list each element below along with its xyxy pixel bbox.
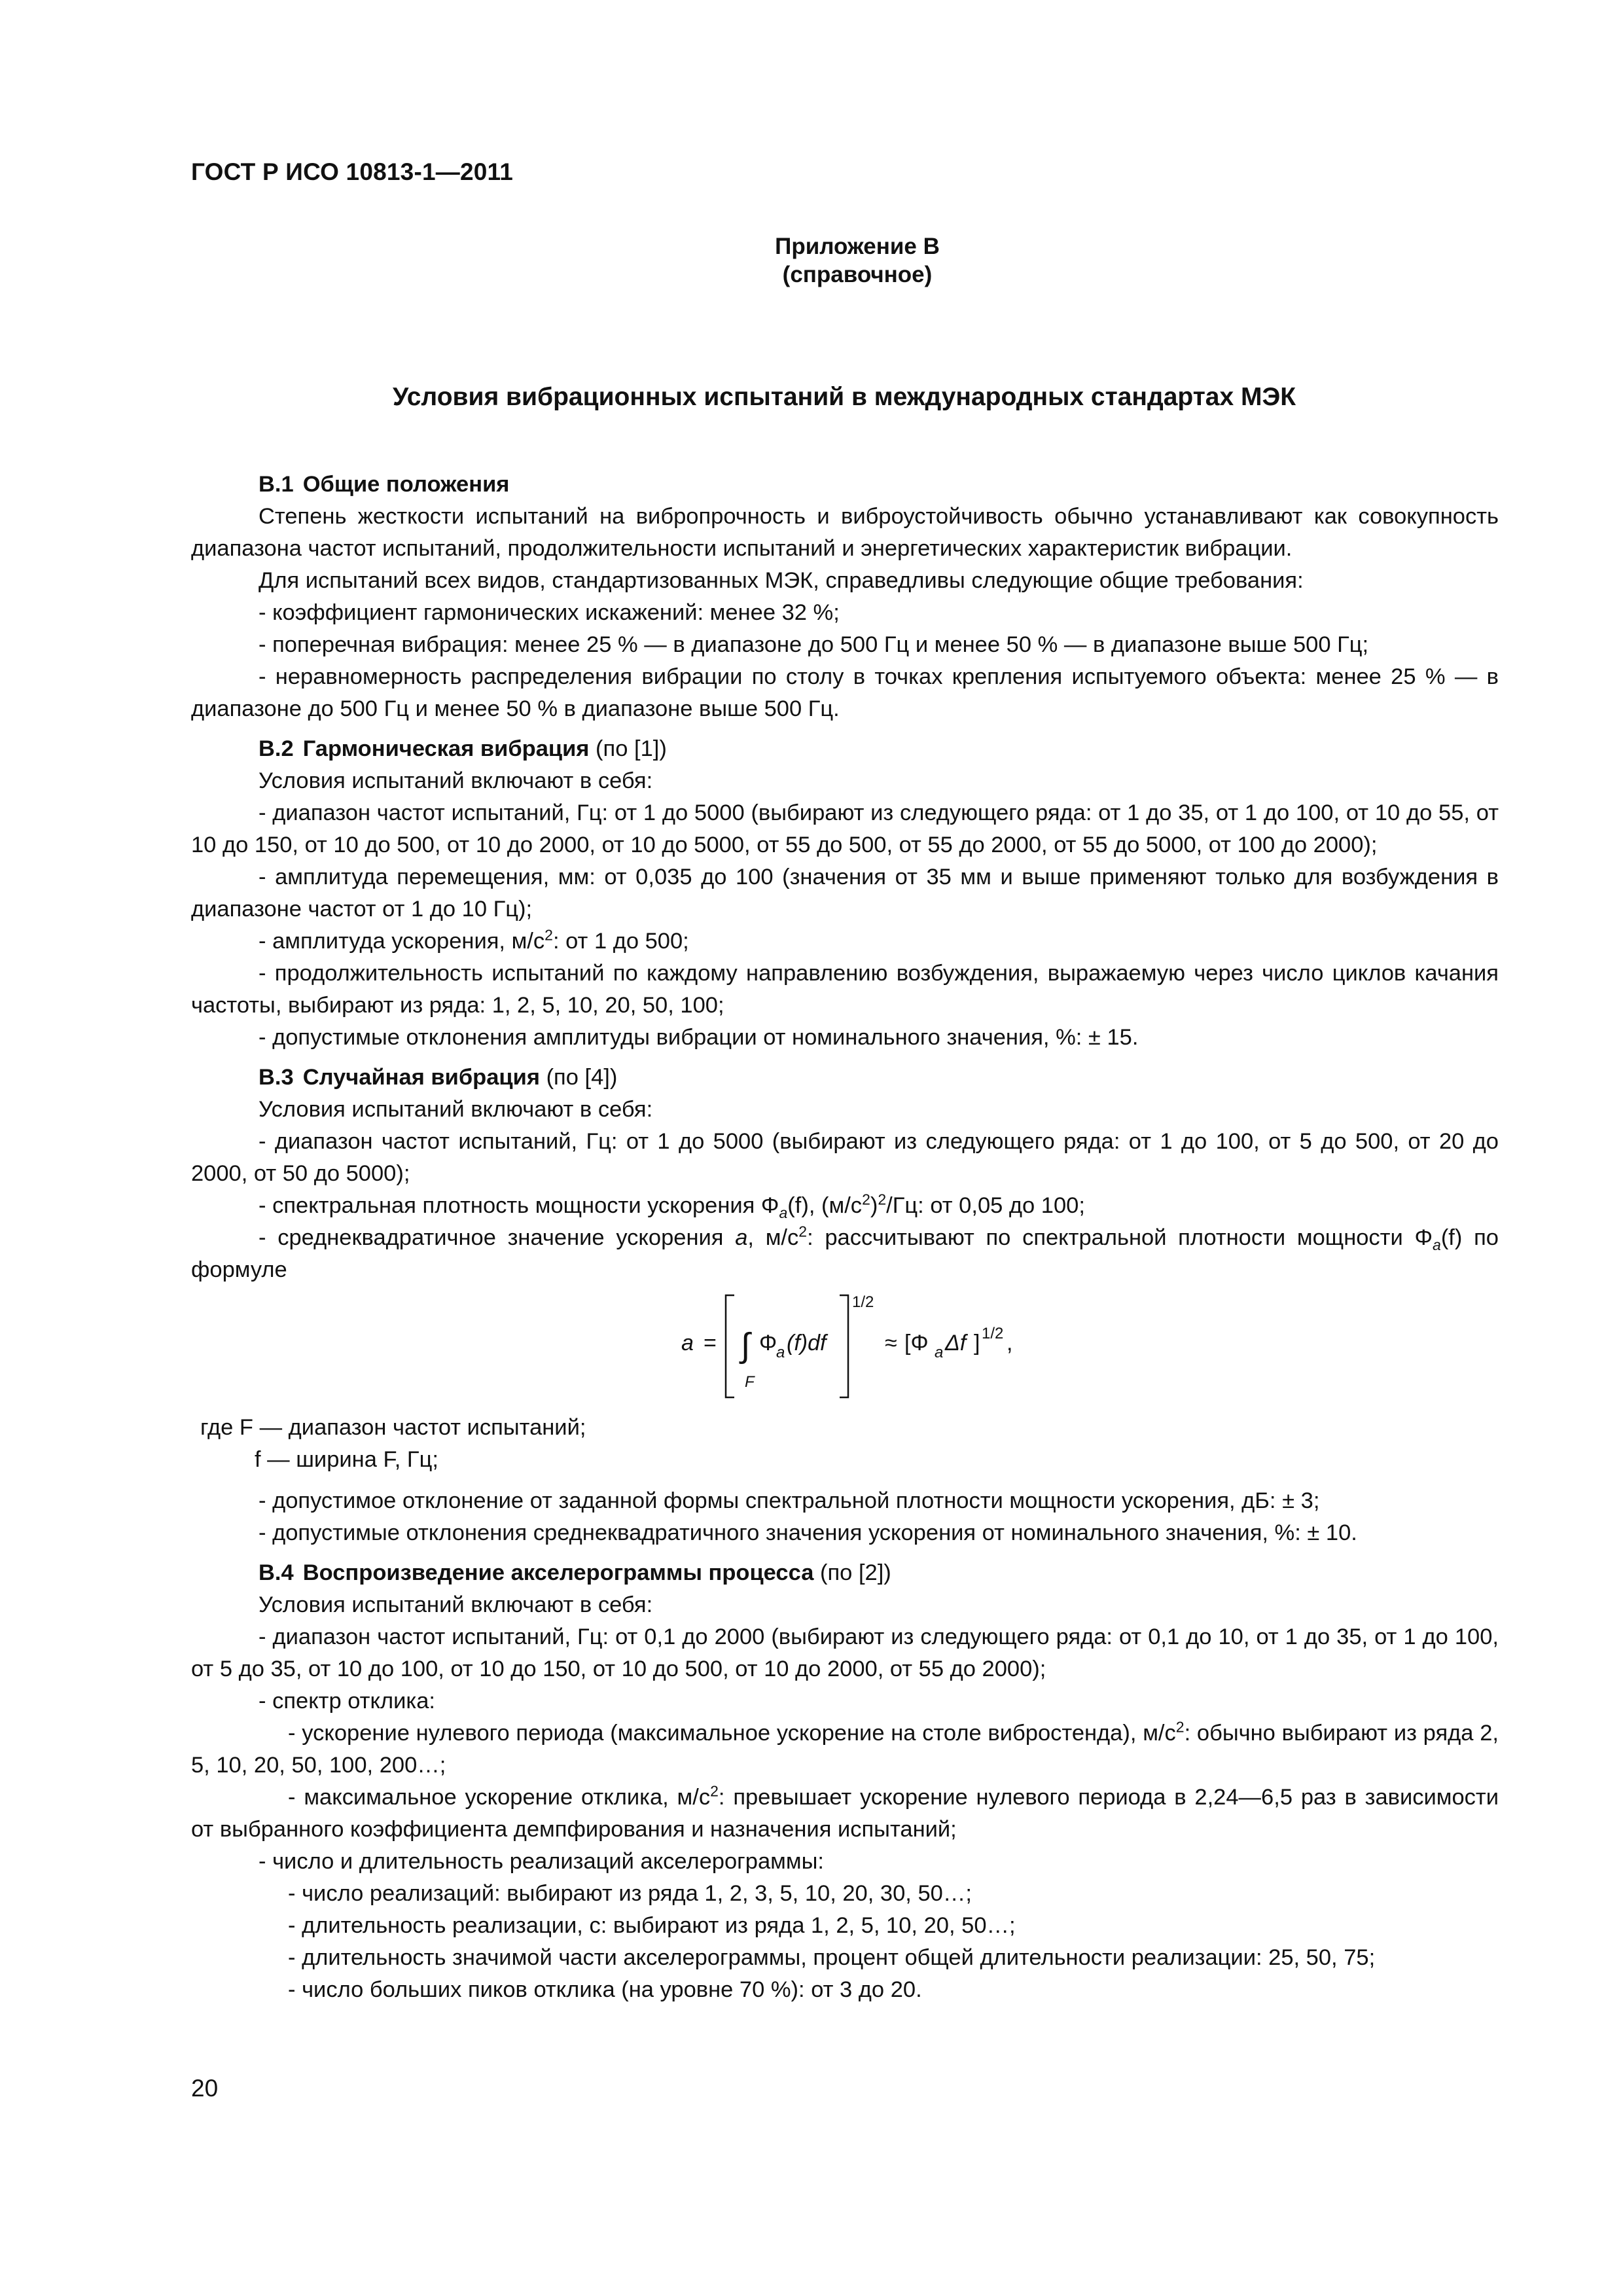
annex-label: Приложение В <box>775 234 940 259</box>
list-item: - спектральная плотность мощности ускорения $\Phi_a(f)$, $(м/с^2)^2/Гц$: от 0,05 до 100; <box>259 1191 1085 1221</box>
annex-title: Условия вибрационных испытаний в международных стандартах МЭК <box>392 383 1296 411</box>
formula-graphic <box>191 1287 1499 1404</box>
list-item: - число и длительность реализаций акселерограммы: <box>259 1849 824 1874</box>
formula-lhs: a <box>681 1331 694 1355</box>
list-item: - допустимые отклонения амплитуды вибрации от номинального значения, %: ± 15. <box>259 1025 1139 1050</box>
list-item: - диапазон частот испытаний, Гц: от 1 до 5000 (выбирают из следующего ряда: от 1 до 100, от 5 до 500, от 20 до 2000, от 50 до 5000); <box>191 1129 1499 1186</box>
sub-list-item: - ускорение нулевого периода (максимальное ускорение на столе вибростенда), $м/с^2$: обычно выбирают из ряда 2, 5, 10, 20, 50, 100, 200…; <box>191 1718 1499 1778</box>
formula-comma: , <box>1007 1331 1013 1355</box>
rhs-exponent: 1/2 <box>982 1325 1004 1342</box>
rms-formula <box>191 1287 1499 1404</box>
list-item: - допустимые отклонения среднеквадратичного значения ускорения от номинального значения, %: ± 10. <box>259 1520 1357 1545</box>
paragraph: Условия испытаний включают в себя: <box>259 1592 653 1617</box>
paragraph: Степень жесткости испытаний на вибропрочность и виброустойчивость обычно устанавливают как совокупность диапазона частот испытаний, продолжительности испытаний и энергетических характеристик вибрации. <box>191 504 1499 561</box>
rhs-open: [Φ <box>904 1331 929 1355</box>
section-b1-heading: В.1 Общие положения <box>259 472 510 497</box>
rhs-subscript: a <box>935 1344 944 1361</box>
right-bracket <box>840 1295 848 1397</box>
annex-status: (справочное) <box>782 262 933 287</box>
list-item: - диапазон частот испытаний, Гц: от 0,1 до 2000 (выбирают из следующего ряда: от 0,1 до 10, от 1 до 35, от 1 до 100, от 5 до 35, от 10 до 100, от 10 до 150, от 10 до 500, от 10 до 2000, от 55 до 2000); <box>191 1624 1499 1681</box>
sub-list-item: - максимальное ускорение отклика, $м/с^2$: превышает ускорение нулевого периода в 2,24—6,5 раз в зависимости от выбранного коэффициента демпфирования и назначения испытаний; <box>191 1782 1499 1842</box>
integrand-subscript: a <box>776 1344 785 1361</box>
where-clause: где F — диапазон частот испытаний; <box>200 1415 586 1440</box>
sub-list-item: - длительность значимой части акселерограммы, процент общей длительности реализации: 25, 50, 75; <box>288 1945 1376 1970</box>
list-item: - неравномерность распределения вибрации по столу в точках крепления испытуемого объекта: менее 25 % — в диапазоне до 500 Гц и менее 50 % в диапазоне выше 500 Гц. <box>191 664 1499 721</box>
formula-equals: = <box>704 1331 717 1355</box>
list-item: - амплитуда ускорения, $м/с^2$: от 1 до 500; <box>259 926 689 954</box>
list-item: - поперечная вибрация: менее 25 % — в диапазоне до 500 Гц и менее 50 % — в диапазоне выше 500 Гц; <box>259 632 1369 657</box>
paragraph: Условия испытаний включают в себя: <box>259 1097 653 1122</box>
integrand-rest: (f)df <box>787 1331 827 1355</box>
sub-list-item: - число реализаций: выбирают из ряда 1, 2, 3, 5, 10, 20, 30, 50…; <box>288 1881 972 1906</box>
section-b4-heading: В.4 Воспроизведение акселерограммы процесса (по [2]) <box>259 1560 891 1585</box>
section-b3-heading: В.3 Случайная вибрация (по [4]) <box>259 1065 618 1090</box>
where-clause: f — ширина F, Гц; <box>255 1447 438 1472</box>
list-item: - среднеквадратичное значение ускорения a, $м/с^2$: рассчитывают по спектральной плотности мощности $\Phi_a(f)$ по формуле <box>191 1223 1499 1282</box>
document-code: ГОСТ Р ИСО 10813-1—2011 <box>191 158 514 185</box>
integral-lower-limit: F <box>745 1373 755 1391</box>
list-item: - амплитуда перемещения, мм: от 0,035 до 100 (значения от 35 мм и выше применяют только для возбуждения в диапазоне частот от 1 до 10 Гц); <box>191 865 1499 922</box>
approx-sign: ≈ <box>885 1331 897 1355</box>
integral-sign: ∫ <box>741 1327 751 1365</box>
formula-exponent: 1/2 <box>852 1293 874 1311</box>
list-item: - спектр отклика: <box>259 1689 435 1713</box>
page-number: 20 <box>191 2075 219 2102</box>
document-body <box>191 461 1499 2006</box>
integrand-phi: Φ <box>759 1331 777 1355</box>
list-item: - диапазон частот испытаний, Гц: от 1 до 5000 (выбирают из следующего ряда: от 1 до 35, от 1 до 100, от 10 до 55, от 10 до 150, от 10 до 500, от 10 до 2000, от 10 до 5000, от 55 до 500, от 55 до 2000, от 55 до 5000, от 100 до 2000); <box>191 800 1499 857</box>
rhs-delta-f: Δf <box>945 1331 967 1355</box>
list-item: - допустимое отклонение от заданной формы спектральной плотности мощности ускорения, дБ: ± 3; <box>259 1488 1320 1513</box>
list-item: - коэффициент гармонических искажений: менее 32 %; <box>259 600 840 625</box>
paragraph: Условия испытаний включают в себя: <box>259 768 653 793</box>
list-item: - продолжительность испытаний по каждому направлению возбуждения, выражаемую через число циклов качания частоты, выбирают из ряда: 1, 2, 5, 10, 20, 50, 100; <box>191 961 1499 1018</box>
sub-list-item: - длительность реализации, с: выбирают из ряда 1, 2, 5, 10, 20, 50…; <box>288 1913 1016 1938</box>
sub-list-item: - число больших пиков отклика (на уровне 70 %): от 3 до 20. <box>288 1977 922 2002</box>
paragraph: Для испытаний всех видов, стандартизованных МЭК, справедливы следующие общие требования: <box>259 568 1304 593</box>
rhs-close: ] <box>974 1331 980 1355</box>
section-b2-heading: В.2 Гармоническая вибрация (по [1]) <box>259 736 667 761</box>
left-bracket <box>726 1295 734 1397</box>
